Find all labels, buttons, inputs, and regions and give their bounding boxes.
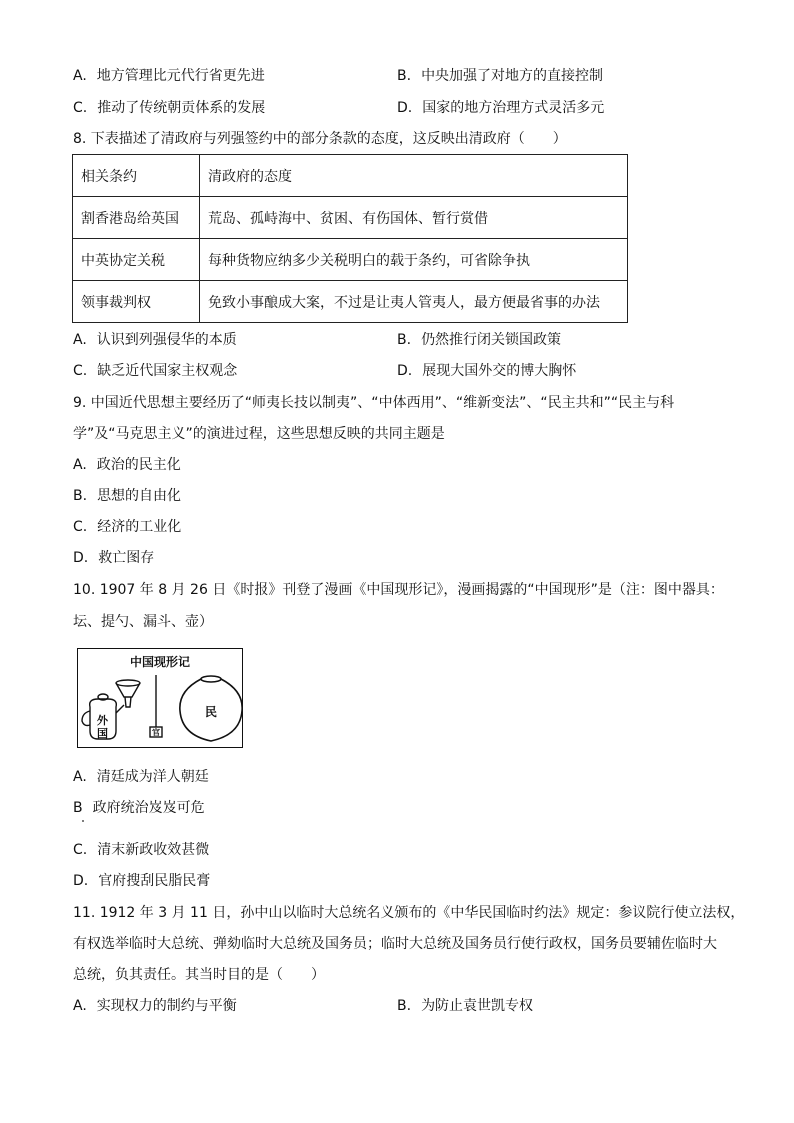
table-cell: 割香港岛给英国 (73, 197, 200, 239)
funnel-icon (116, 680, 140, 707)
q8-option-a[interactable]: A. 认识到列强侵华的本质 (73, 332, 237, 348)
q10-option-b[interactable]: B 政府统治岌岌可危 (73, 800, 205, 816)
cartoon-label-official: 官 (152, 728, 160, 737)
q7-option-a[interactable]: A. 地方管理比元代行省更先进 (73, 68, 265, 84)
q9-option-b[interactable]: B. 思想的自由化 (73, 488, 182, 504)
q8-option-b[interactable]: B. 仍然推行闭关锁国政策 (397, 332, 562, 348)
table-header-cell: 清政府的态度 (200, 155, 628, 197)
q11-option-a[interactable]: A. 实现权力的制约与平衡 (73, 998, 237, 1014)
q10-option-d[interactable]: D. 官府搜刮民脂民膏 (73, 873, 211, 889)
table-cell: 免致小事酿成大案，不过是让夷人管夷人，最方便最省事的办法 (200, 281, 628, 323)
table-cell: 每种货物应纳多少关税明白的载于条约，可省除争执 (200, 239, 628, 281)
q11-stem-line1: 11. 1912 年 3 月 11 日，孙中山以临时大总统名义颁布的《中华民国临时约法》规定：参议院行使立法权， (73, 905, 745, 921)
q9-option-d[interactable]: D. 救亡图存 (73, 550, 155, 566)
cartoon-label-foreign-1: 外 (97, 714, 108, 727)
q10-option-a[interactable]: A. 清廷成为洋人朝廷 (73, 769, 209, 785)
cartoon-image (77, 648, 243, 748)
q9-stem-line1: 9. 中国近代思想主要经历了“师夷长技以制夷”、“中体西用”、“维新变法”、“民主共和”“民主与科 (73, 395, 675, 411)
table-row (73, 197, 628, 239)
table-cell: 领事裁判权 (73, 281, 200, 323)
table-header-cell: 相关条约 (73, 155, 200, 197)
table-cell: 中英协定关税 (73, 239, 200, 281)
q8-option-d[interactable]: D. 展现大国外交的博大胸怀 (397, 363, 577, 379)
q10-option-c[interactable]: C. 清末新政收效甚微 (73, 842, 210, 858)
q7-option-c[interactable]: C. 推动了传统朝贡体系的发展 (73, 100, 266, 116)
q11-stem-line2: 有权选举临时大总统、弹劾临时大总统及国务员；临时大总统及国务员行使行政权，国务员要辅佐临时大 (73, 936, 717, 952)
cartoon-title: 中国现形记 (129, 655, 190, 669)
cartoon-label-foreign-2: 国 (97, 727, 108, 740)
q11-stem-line3: 总统，负其责任。其当时目的是（ ） (73, 967, 325, 983)
q10-stem-line2: 坛、提勺、漏斗、壶） (73, 614, 213, 630)
q9-option-a[interactable]: A. 政治的民主化 (73, 457, 181, 473)
q7-option-b[interactable]: B. 中央加强了对地方的直接控制 (397, 68, 604, 84)
table-row (73, 239, 628, 281)
q8-table (72, 154, 628, 323)
q9-option-c[interactable]: C. 经济的工业化 (73, 519, 182, 535)
q11-option-b[interactable]: B. 为防止袁世凯专权 (397, 998, 534, 1014)
q8-option-c[interactable]: C. 缺乏近代国家主权观念 (73, 363, 238, 379)
table-cell: 荒岛、孤峙海中、贫困、有伤国体、暂行赏借 (200, 197, 628, 239)
table-header-row (73, 155, 628, 197)
q7-option-d[interactable]: D. 国家的地方治理方式灵活多元 (397, 100, 605, 116)
table-row (73, 281, 628, 323)
q9-stem-line2: 学”及“马克思主义”的演进过程，这些思想反映的共同主题是 (73, 426, 445, 442)
cartoon-label-people: 民 (205, 705, 218, 719)
stray-dot (82, 820, 84, 822)
q10-stem-line1: 10. 1907 年 8 月 26 日《时报》刊登了漫画《中国现形记》，漫画揭露的“中国现形”是（注：图中器具： (73, 582, 724, 598)
q8-stem: 8. 下表描述了清政府与列强签约中的部分条款的态度，这反映出清政府（ ） (73, 131, 567, 147)
